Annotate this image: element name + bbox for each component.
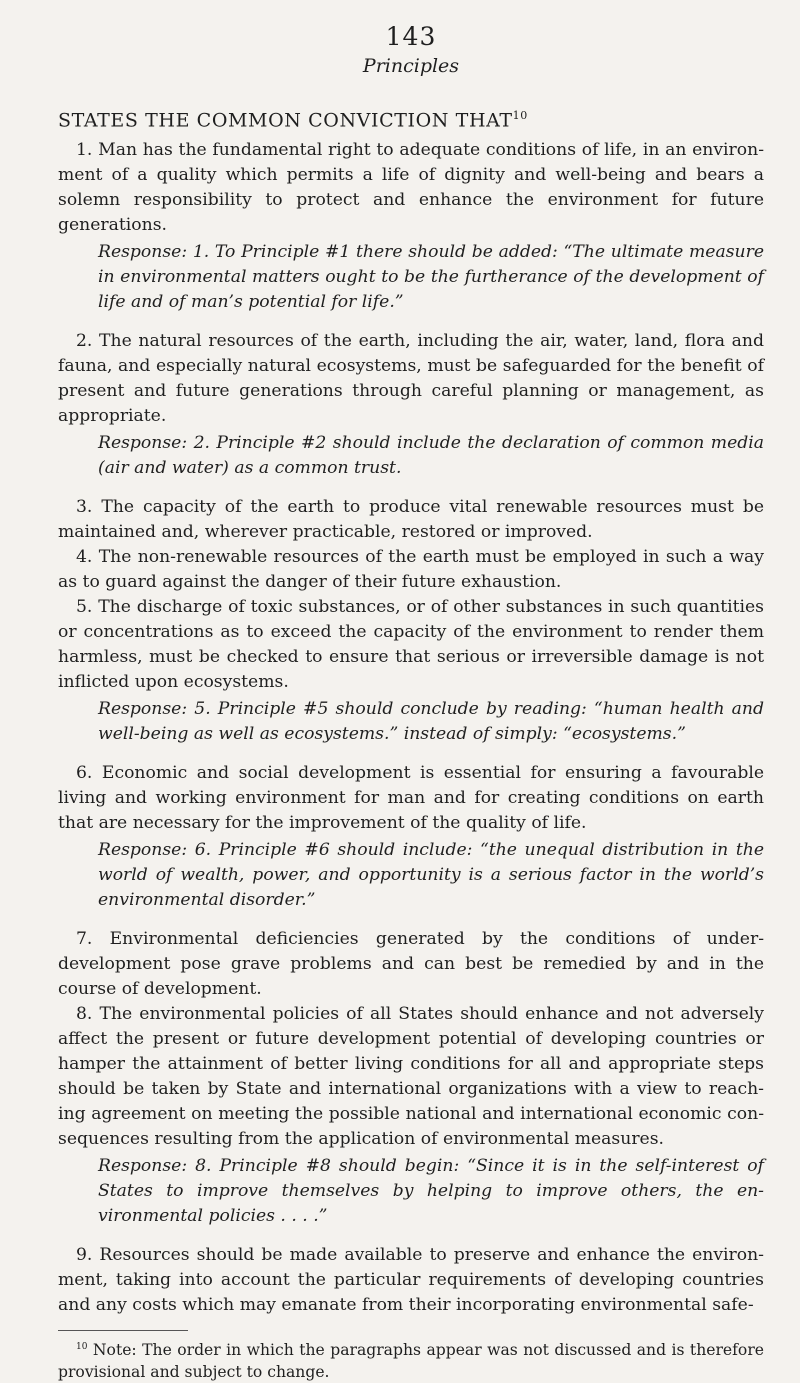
response-1: Response: 1. To Principle #1 there should be added: “The ultimate measure in environmental matters ought to be the furtherance of the development of life and of man’s potential for life.” <box>98 242 764 313</box>
footnote-divider <box>58 1330 188 1331</box>
principle-6: 6. Economic and social development is essential for ensuring a favourable living and working environment for man and for creating conditions on earth that are necessary for the improvement of the quality of life. <box>58 763 764 834</box>
response-2: Response: 2. Principle #2 should include the declaration of common media (air and water) as a common trust. <box>98 433 764 479</box>
principle-8: 8. The environmental policies of all States should enhance and not adversely affect the present or future development potential of developing countries or hamper the attainment of better living conditions for all and appropriate steps should be taken by State and international organizations with a view to reach- ing agreement on meeting the possible national and international economic con- sequences resulting from the application of environmental measures. <box>58 1004 764 1150</box>
response-5: Response: 5. Principle #5 should conclude by reading: “human health and well-being as well as ecosystems.” instead of simply: “ecosystems.” <box>98 699 764 745</box>
footnote-marker: 10 <box>76 1342 88 1353</box>
page-number: 143 <box>385 22 437 51</box>
principle-1: 1. Man has the fundamental right to adequate conditions of life, in an environ- ment of a quality which permits a life of dignity and well-being and bears a solemn responsibility to protect and enhance the environment for future generations. <box>58 140 764 236</box>
response-8: Response: 8. Principle #8 should begin: “Since it is in the self-interest of States to improve themselves by helping to improve others, the en- vironmental policies . . . .” <box>98 1156 764 1227</box>
heading-footnote-ref: 10 <box>512 109 528 122</box>
section-heading <box>58 103 764 133</box>
principle-3: 3. The capacity of the earth to produce vital renewable resources must be maintained and, wherever practicable, restored or improved. <box>58 497 764 543</box>
heading-text: STATES THE COMMON CONVICTION THAT <box>58 109 513 132</box>
response-6: Response: 6. Principle #6 should include: “the unequal distribution in the world of wealth, power, and opportunity is a serious factor in the world’s environmental disorder.” <box>98 840 764 911</box>
footnote <box>58 1337 764 1382</box>
principle-7: 7. Environmental deficiencies generated by the conditions of under-development pose grave problems and can best be remedied by and in the course of development. <box>58 929 764 1000</box>
principle-2: 2. The natural resources of the earth, including the air, water, land, flora and fauna, and especially natural ecosystems, must be safeguarded for the benefit of present and future generations through careful planning or management, as appropriate. <box>58 331 764 427</box>
principle-9: 9. Resources should be made available to preserve and enhance the environ- ment, taking into account the particular requirements of developing countries and any costs which may emanate from their incorporating environmental safe- <box>58 1245 764 1316</box>
running-head: Principles <box>362 55 460 77</box>
principle-4: 4. The non-renewable resources of the earth must be employed in such a way as to guard against the danger of their future exhaustion. <box>58 547 764 593</box>
footnote-text: Note: The order in which the paragraphs appear was not discussed and is therefore provisional and subject to change. <box>58 1341 764 1381</box>
principle-5: 5. The discharge of toxic substances, or of other substances in such quantities or concentrations as to exceed the capacity of the environment to render them harmless, must be checked to ensure that serious or irreversible damage is not inflicted upon ecosystems. <box>58 597 764 693</box>
